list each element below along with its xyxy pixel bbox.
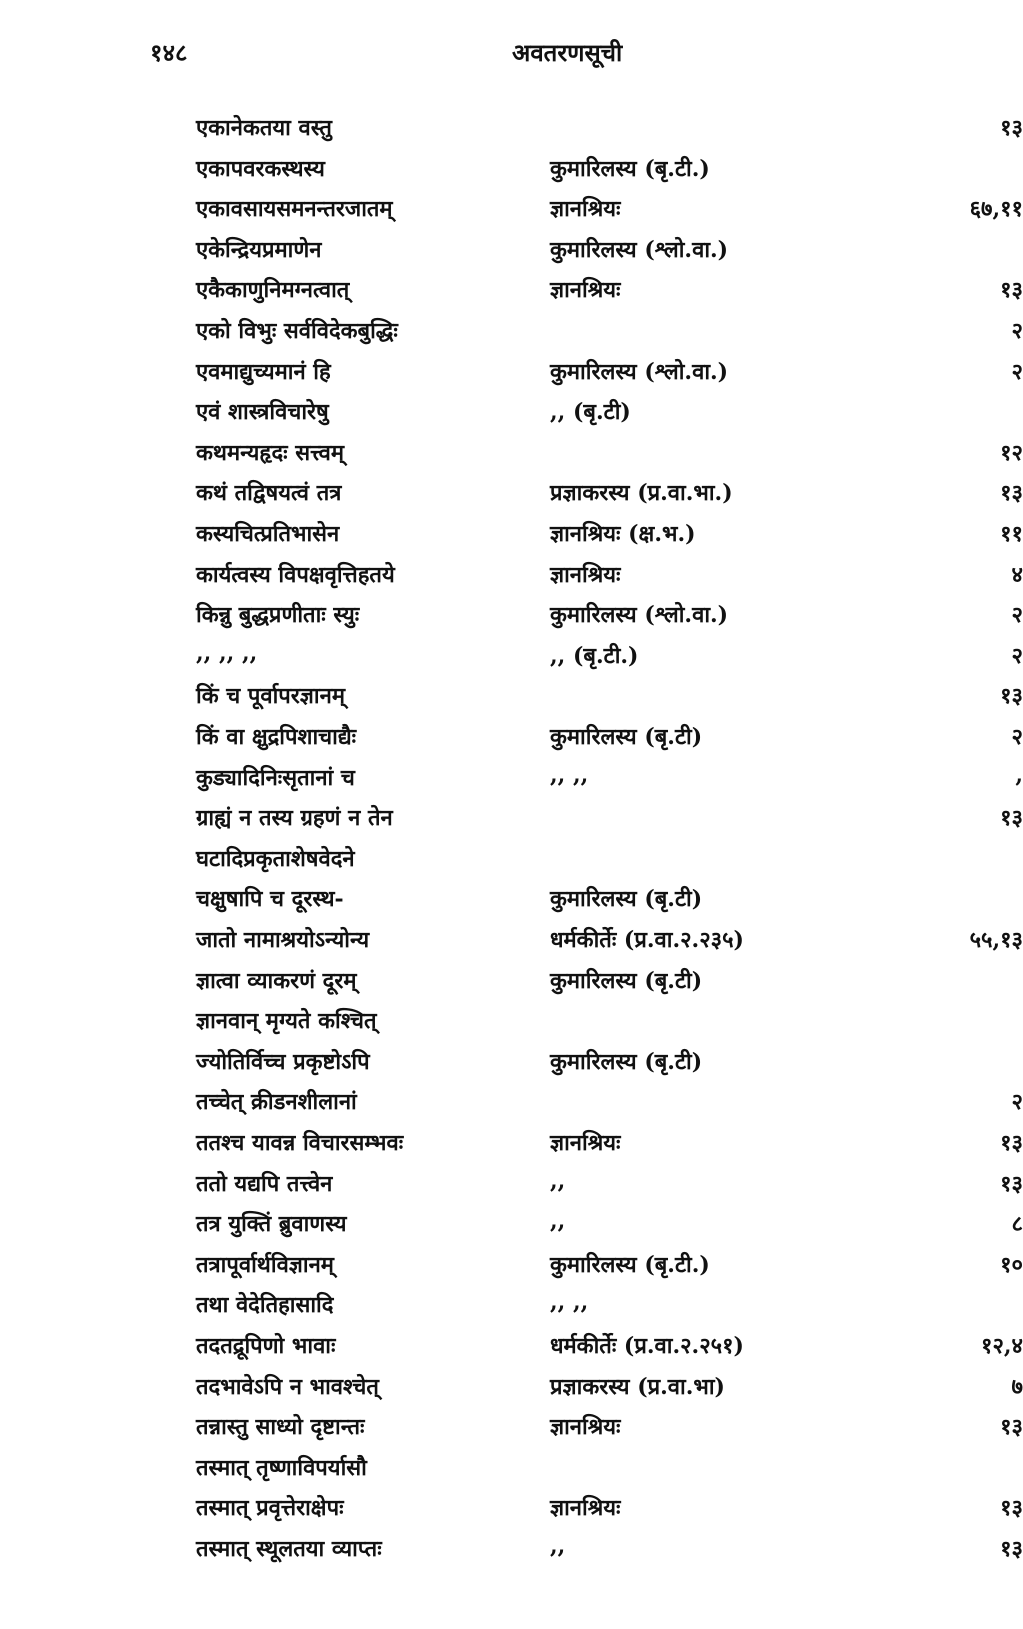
source-author: ,, ,,	[550, 761, 589, 788]
index-entry	[0, 112, 1023, 152]
index-entry	[0, 1249, 1023, 1289]
source-author: ,, ,,	[550, 1289, 589, 1316]
quoted-phrase: एवं शास्त्रविचारेषु	[196, 399, 329, 426]
index-entry	[0, 437, 1023, 477]
page-reference: ८	[1011, 1211, 1023, 1238]
page-reference: १३	[1000, 1536, 1023, 1562]
source-author: ,, (बृ.टी)	[550, 399, 631, 426]
quoted-phrase: तस्मात् स्थूलतया व्याप्तः	[196, 1536, 382, 1562]
index-entry	[0, 721, 1023, 761]
page-reference: १३	[1000, 1495, 1023, 1522]
quoted-phrase: ,, ,, ,,	[196, 639, 258, 666]
index-entry	[0, 1492, 1023, 1532]
quoted-phrase: तस्मात् तृष्णाविपर्यासौ	[196, 1454, 367, 1481]
source-author: ,, (बृ.टी.)	[550, 642, 639, 669]
page-reference: २	[1011, 602, 1023, 629]
page-reference: १२,४	[981, 1333, 1023, 1359]
source-author: ज्ञानश्रियः	[550, 196, 621, 223]
page-reference: ४	[1011, 561, 1023, 588]
quoted-phrase: कार्यत्वस्य विपक्षवृत्तिहतये	[196, 561, 395, 588]
page-reference: १२	[1000, 439, 1023, 466]
source-author: ज्ञानश्रियः (क्ष.भ.)	[550, 521, 696, 547]
page-reference: १३	[1000, 115, 1023, 141]
source-author: कुमारिलस्य (बृ.टी.)	[550, 155, 710, 182]
quoted-phrase: एकापवरकस्थस्य	[196, 155, 325, 182]
index-entry	[0, 193, 1023, 233]
index-entry	[0, 924, 1023, 964]
quoted-phrase: किं वा क्षुद्रपिशाचाद्यैः	[196, 724, 357, 750]
quoted-phrase: एकैकाणुनिमग्नत्वात्	[196, 277, 350, 304]
index-entry	[0, 965, 1023, 1005]
page-reference: १३	[1000, 277, 1023, 304]
quoted-phrase: कस्यचित्प्रतिभासेन	[196, 521, 340, 547]
index-entry	[0, 802, 1023, 842]
index-entry	[0, 1533, 1023, 1573]
page-reference: २	[1011, 724, 1023, 750]
index-entry	[0, 153, 1023, 193]
index-entry	[0, 1127, 1023, 1167]
quoted-phrase: कथं तद्विषयत्वं तत्र	[196, 480, 342, 507]
index-entry	[0, 1168, 1023, 1208]
quoted-phrase: तच्चेत् क्रीडनशीलानां	[196, 1089, 357, 1116]
quoted-phrase: ज्ञात्वा व्याकरणं दूरम्	[196, 967, 357, 994]
page-reference: ११	[1000, 521, 1023, 547]
index-entry	[0, 1411, 1023, 1451]
quoted-phrase: तदभावेऽपि न भावश्चेत्	[196, 1373, 379, 1400]
quoted-phrase: एको विभुः सर्वविदेकबुद्धिः	[196, 318, 398, 344]
source-author: कुमारिलस्य (बृ.टी)	[550, 967, 703, 994]
quoted-phrase: ग्राह्यं न तस्य ग्रहणं न तेन	[196, 805, 393, 832]
source-author: कुमारिलस्य (बृ.टी.)	[550, 1251, 710, 1278]
quoted-phrase: कुड्यादिनिःसृतानां च	[196, 764, 355, 791]
page-reference: २	[1011, 1089, 1023, 1116]
page-reference: १३	[1000, 480, 1023, 507]
index-entry	[0, 1046, 1023, 1086]
source-author: कुमारिलस्य (बृ.टी)	[550, 886, 703, 913]
index-entry	[0, 1208, 1023, 1248]
index-entry	[0, 1086, 1023, 1126]
source-author: ज्ञानश्रियः	[550, 1130, 621, 1156]
index-entry	[0, 640, 1023, 680]
page-reference: १३	[1000, 683, 1023, 710]
quoted-phrase: एकावसायसमनन्तरजातम्	[196, 196, 393, 223]
page-reference: १३	[1000, 1130, 1023, 1156]
source-author: ,,	[550, 1208, 566, 1235]
source-author: प्रज्ञाकरस्य (प्र.वा.भा.)	[550, 480, 733, 507]
page-reference: २	[1011, 642, 1023, 669]
source-author: ज्ञानश्रियः	[550, 1414, 621, 1441]
source-author: कुमारिलस्य (बृ.टी)	[550, 1048, 703, 1075]
quoted-phrase: किं च पूर्वापरज्ञानम्	[196, 683, 345, 710]
page-reference: १०	[1000, 1251, 1023, 1278]
source-author: ज्ञानश्रियः	[550, 277, 621, 304]
index-entry	[0, 274, 1023, 314]
quoted-phrase: ज्ञानवान् मृग्यते कश्चित्	[196, 1008, 377, 1035]
quoted-phrase: चक्षुषापि च दूरस्थ-	[196, 886, 344, 913]
source-author: धर्मकीर्तेः (प्र.वा.२.२५१)	[550, 1333, 744, 1359]
index-entry	[0, 1371, 1023, 1411]
source-author: कुमारिलस्य (बृ.टी)	[550, 724, 703, 750]
source-author: प्रज्ञाकरस्य (प्र.वा.भा)	[550, 1373, 725, 1400]
index-entry	[0, 1289, 1023, 1329]
running-title: अवतरणसूची	[512, 38, 623, 67]
quoted-phrase: ज्योतिर्विच्च प्रकृष्टोऽपि	[196, 1048, 370, 1075]
index-entry	[0, 599, 1023, 639]
quoted-phrase: तन्नास्तु साध्यो दृष्टान्तः	[196, 1414, 365, 1441]
index-entry	[0, 1452, 1023, 1492]
index-entry	[0, 518, 1023, 558]
quoted-phrase: जातो नामाश्रयोऽन्योन्य	[196, 927, 370, 953]
index-entry	[0, 1330, 1023, 1370]
page-reference: २	[1011, 318, 1023, 344]
page-reference: ६७,११	[969, 196, 1023, 223]
page-reference: २	[1011, 358, 1023, 385]
quoted-phrase: एकेन्द्रियप्रमाणेन	[196, 236, 322, 263]
page-reference: ,	[1015, 761, 1023, 788]
index-entry	[0, 762, 1023, 802]
quoted-phrase: ततश्च यावन्न विचारसम्भवः	[196, 1130, 404, 1156]
index-entry	[0, 356, 1023, 396]
index-entry	[0, 883, 1023, 923]
page-reference: ५५,१३	[969, 927, 1023, 953]
page-number: १४८	[150, 38, 188, 67]
quoted-phrase: कथमन्यहृदः सत्त्वम्	[196, 439, 344, 466]
index-entry	[0, 559, 1023, 599]
quoted-phrase: एकानेकतया वस्तु	[196, 115, 332, 141]
index-entry	[0, 315, 1023, 355]
source-author: धर्मकीर्तेः (प्र.वा.२.२३५)	[550, 927, 744, 953]
quoted-phrase: घटादिप्रकृताशेषवेदने	[196, 845, 355, 872]
quoted-phrase: तथा वेदेतिहासादि	[196, 1292, 334, 1319]
page-reference: १३	[1000, 805, 1023, 832]
quoted-phrase: तत्रापूर्वार्थविज्ञानम्	[196, 1251, 334, 1278]
index-entry	[0, 396, 1023, 436]
source-author: कुमारिलस्य (श्लो.वा.)	[550, 236, 729, 263]
source-author: कुमारिलस्य (श्लो.वा.)	[550, 358, 729, 385]
source-author: ज्ञानश्रियः	[550, 1495, 621, 1522]
quoted-phrase: किन्नु बुद्धप्रणीताः स्युः	[196, 602, 360, 629]
index-entry	[0, 843, 1023, 883]
page-reference: १३	[1000, 1170, 1023, 1197]
source-author: ज्ञानश्रियः	[550, 561, 621, 588]
quoted-phrase: तस्मात् प्रवृत्तेराक्षेपः	[196, 1495, 344, 1522]
quoted-phrase: एवमाद्युच्यमानं हि	[196, 358, 331, 385]
index-entry	[0, 477, 1023, 517]
source-author: कुमारिलस्य (श्लो.वा.)	[550, 602, 729, 629]
page-reference: १३	[1000, 1414, 1023, 1441]
page-reference: ७	[1011, 1373, 1023, 1400]
source-author: ,,	[550, 1533, 566, 1559]
source-author: ,,	[550, 1167, 566, 1194]
quoted-phrase: तत्र युक्तिं ब्रुवाणस्य	[196, 1211, 347, 1238]
index-entry	[0, 1005, 1023, 1045]
quoted-phrase: तदतद्रूपिणो भावाः	[196, 1333, 336, 1359]
index-entry	[0, 234, 1023, 274]
index-entry	[0, 680, 1023, 720]
quoted-phrase: ततो यद्यपि तत्त्वेन	[196, 1170, 333, 1197]
